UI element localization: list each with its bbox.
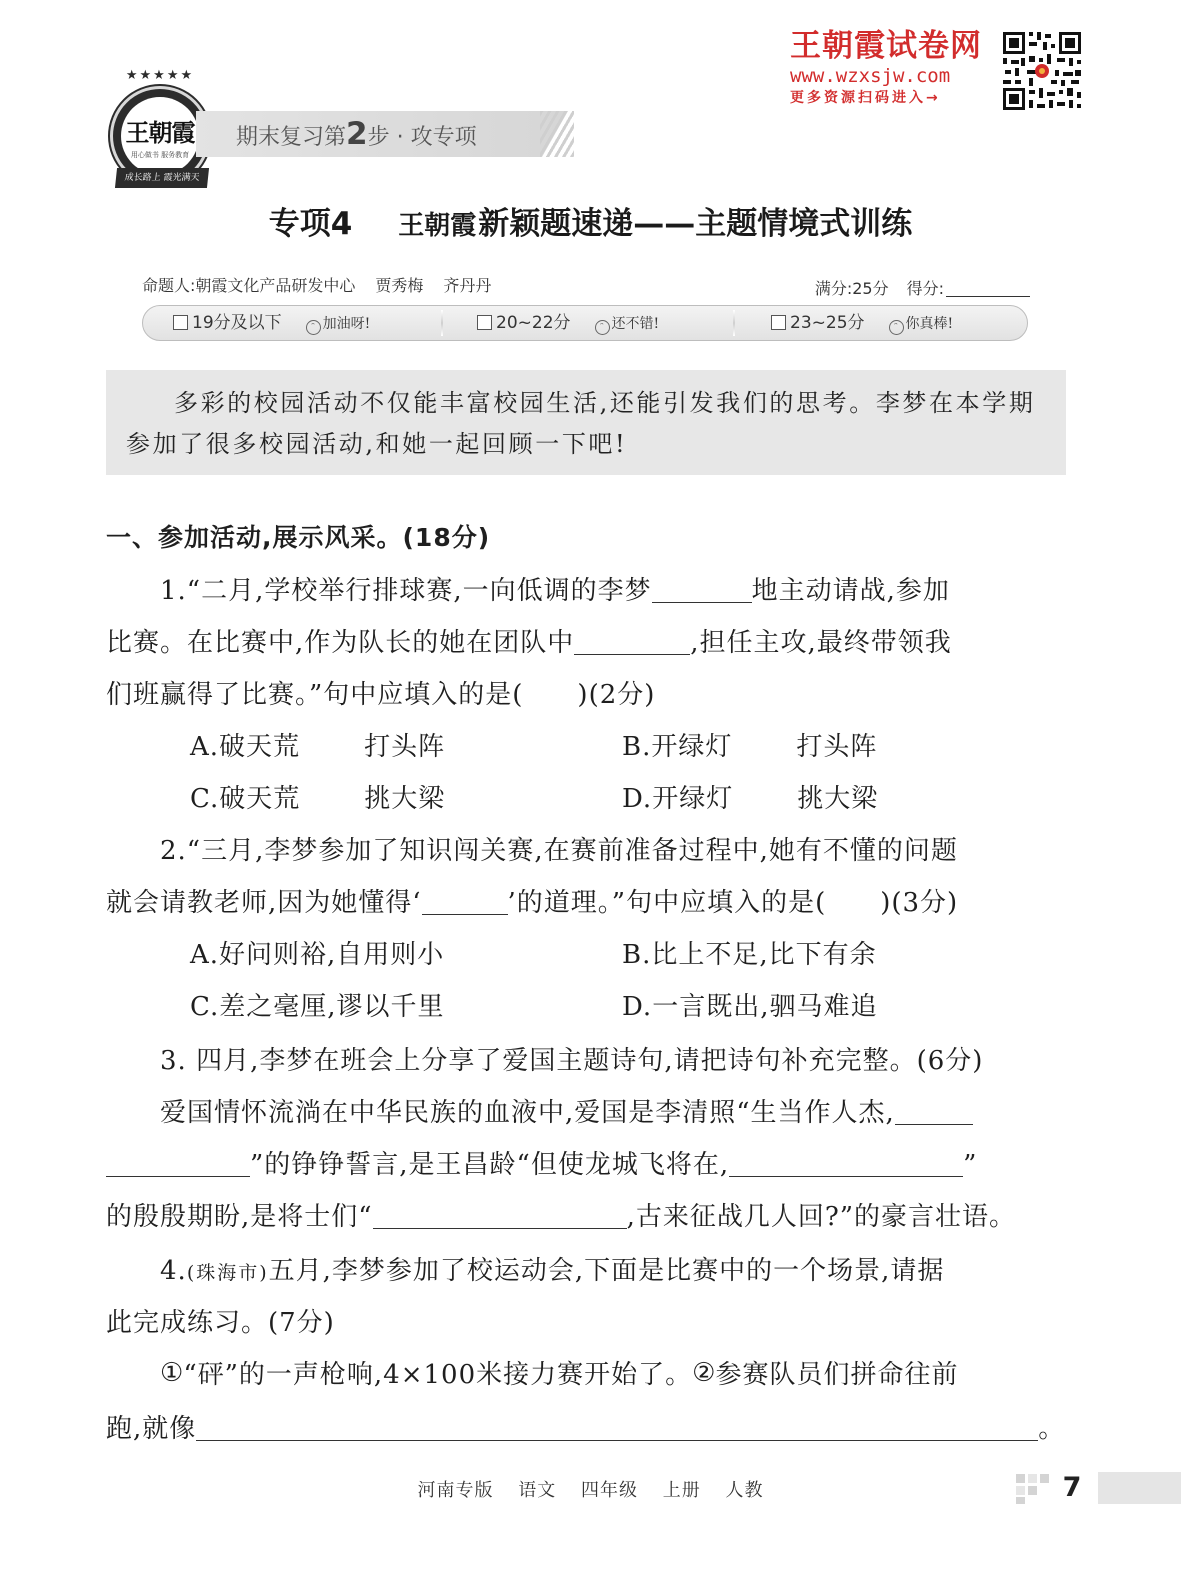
q4-city-source: (珠海市) [186, 1262, 269, 1284]
q3-text: ”的铮铮誓言,是王昌龄“但使龙城飞将在, [250, 1150, 730, 1180]
q3-line-3 [106, 1144, 977, 1181]
option-text: 比上不足,比下有余 [651, 940, 877, 970]
q4-text: 跑,就像 [106, 1414, 197, 1444]
q3-text: ,古来征战几人回?”的豪言壮语。 [626, 1202, 1017, 1232]
q2-option-c[interactable] [190, 986, 445, 1023]
option-word: 挑大梁 [364, 784, 446, 814]
option-text: 差之毫厘,谬以千里 [219, 992, 445, 1022]
qr-code-icon[interactable] [1001, 30, 1083, 112]
logo-ribbon: 成长路上 霞光满天 [115, 168, 209, 188]
self-evaluation-bar [142, 305, 1028, 341]
q2-line-2 [106, 882, 958, 919]
score-range: 23~25分 [790, 313, 865, 333]
q1-option-a[interactable] [190, 726, 445, 763]
logo-inner [121, 97, 199, 175]
q3-text: ” [963, 1150, 978, 1180]
option-letter: C. [190, 992, 220, 1022]
logo-motto: 用心做书 服务教育 [130, 150, 190, 159]
footer-grade: 四年级 [581, 1480, 638, 1501]
q4-sentence-1: “砰”的一声枪响,4×100米接力赛开始了。 [183, 1360, 693, 1390]
score-range: 20~22分 [496, 313, 571, 333]
divider [441, 310, 443, 336]
q4-number: 4. [160, 1256, 187, 1286]
q3-line-2 [160, 1092, 973, 1129]
q1-option-d[interactable] [622, 778, 878, 815]
step-banner-stripes [540, 111, 574, 157]
q4-text: 。 [1038, 1414, 1066, 1444]
option-word: 开绿灯 [652, 784, 734, 814]
divider [733, 310, 735, 336]
smiley-face-icon: ᵔ [306, 320, 321, 335]
footer-edition: 河南专版 [417, 1480, 494, 1501]
meta-row [142, 273, 1030, 297]
q1-line-3: 们班赢得了比赛。”句中应填入的是( )(2分) [106, 680, 656, 710]
site-brand[interactable] [790, 28, 1000, 108]
option-word: 开绿灯 [651, 732, 733, 762]
option-letter: B. [622, 732, 652, 762]
q3-text: 的殷殷期盼,是将士们“ [106, 1202, 373, 1232]
option-word: 破天荒 [219, 784, 301, 814]
option-word: 打头阵 [364, 732, 446, 762]
author-label: 命题人:朝霞文化产品研发中心 [142, 276, 356, 295]
q4-line-4 [106, 1408, 1065, 1445]
site-title: 王朝霞试卷网 [790, 28, 982, 64]
page-footer [0, 1476, 1181, 1502]
q1-option-c[interactable] [190, 778, 445, 815]
page-number: 7 [1062, 1472, 1082, 1503]
q4-text: 五月,李梦参加了校运动会,下面是比赛中的一个场景,请据 [268, 1256, 945, 1286]
option-text: 好问则裕,自用则小 [219, 940, 445, 970]
title-brand: 王朝霞 [398, 211, 477, 241]
footer-volume: 上册 [662, 1480, 701, 1501]
cheer-text: 你真棒! [905, 316, 954, 332]
q2-option-b[interactable] [622, 934, 877, 971]
q2-option-a[interactable] [190, 934, 444, 971]
q2-option-d[interactable] [622, 986, 877, 1023]
q1-line-1 [160, 570, 950, 607]
checkbox[interactable] [477, 315, 492, 330]
q4-passage-line-1 [160, 1354, 958, 1391]
site-url[interactable]: www.wzxsjw.com [790, 65, 951, 87]
q3-blank-1b[interactable] [106, 1153, 250, 1177]
q3-blank-1a[interactable] [895, 1101, 973, 1125]
sentence-marker-1: ① [160, 1358, 184, 1388]
option-word: 破天荒 [219, 732, 301, 762]
q1-text: 1.“二月,学校举行排球赛,一向低调的李梦 [160, 576, 652, 606]
page-title [0, 198, 1181, 243]
cheer-text: 还不错! [611, 316, 660, 332]
q1-text: 地主动请战,参加 [751, 576, 950, 606]
score-label: 得分: [906, 279, 944, 298]
smiley-face-icon: ᵔ [889, 320, 904, 335]
option-word: 挑大梁 [797, 784, 879, 814]
q1-text: ,担任主攻,最终带领我 [690, 628, 952, 658]
option-letter: B. [622, 940, 652, 970]
step-suffix: 步 · 攻专项 [367, 125, 477, 150]
page-corner-decoration-icon [1016, 1474, 1050, 1504]
logo-name: 王朝霞 [125, 117, 195, 147]
q1-line-2 [106, 622, 952, 659]
q2-line-1: 2.“三月,李梦参加了知识闯关赛,在赛前准备过程中,她有不懂的问题 [160, 836, 958, 866]
author-2: 齐丹丹 [443, 276, 492, 295]
footer-subject: 语文 [518, 1480, 557, 1501]
q1-option-b[interactable] [622, 726, 877, 763]
q1-blank-1[interactable] [652, 579, 752, 603]
q2-text: ’的道理。”句中应填入的是( )(3分) [507, 888, 959, 918]
checkbox[interactable] [173, 315, 188, 330]
title-text: 新颖题速递——主题情境式训练 [478, 206, 913, 242]
q4-line-1 [160, 1250, 944, 1287]
q4-blank[interactable] [196, 1417, 1038, 1441]
q4-sentence-2: 参赛队员们拼命往前 [715, 1360, 959, 1390]
option-letter: C. [190, 784, 220, 814]
q3-line-1: 3. 四月,李梦在班会上分享了爱国主题诗句,请把诗句补充完整。(6分) [160, 1046, 984, 1076]
full-score: 满分:25分 [814, 279, 889, 298]
option-letter: A. [190, 940, 220, 970]
cheer-text: 加油呀! [322, 316, 371, 332]
q2-blank[interactable] [422, 891, 508, 915]
option-text: 一言既出,驷马难追 [652, 992, 878, 1022]
score-info [815, 273, 1030, 299]
topic-number: 专项4 [268, 206, 353, 242]
q1-text: 比赛。在比赛中,作为队长的她在团队中 [106, 628, 575, 658]
step-banner-text [236, 114, 477, 154]
option-letter: D. [622, 992, 653, 1022]
logo-stars: ★★★★★ [125, 68, 195, 83]
sentence-marker-2: ② [692, 1358, 716, 1388]
score-level-3[interactable] [771, 306, 953, 340]
score-level-1[interactable] [173, 306, 370, 340]
q3-text: 爱国情怀流淌在中华民族的血液中,爱国是李清照“生当作人杰, [160, 1098, 895, 1128]
author-info [142, 273, 511, 296]
option-word: 打头阵 [796, 732, 878, 762]
page-number-strip [1098, 1472, 1181, 1504]
score-range: 19分及以下 [192, 313, 282, 333]
site-scan-hint: 更多资源扫码进入→ [790, 90, 941, 106]
step-number: 2 [346, 116, 368, 152]
q2-text: 就会请教老师,因为她懂得‘ [106, 888, 422, 918]
score-blank[interactable] [946, 273, 1030, 297]
q3-blank-2[interactable] [729, 1153, 963, 1177]
q3-blank-3[interactable] [373, 1205, 627, 1229]
q3-line-4 [106, 1196, 1016, 1233]
step-prefix: 期末复习第 [236, 125, 347, 150]
q1-blank-2[interactable] [574, 631, 690, 655]
checkbox[interactable] [771, 315, 786, 330]
score-level-2[interactable] [477, 306, 659, 340]
q4-line-2: 此完成练习。(7分) [106, 1308, 335, 1338]
smiley-face-icon: ᵔ [595, 320, 610, 335]
author-1: 贾秀梅 [375, 276, 424, 295]
footer-publisher: 人教 [725, 1480, 764, 1501]
intro-passage: 多彩的校园活动不仅能丰富校园生活,还能引发我们的思考。李梦在本学期参加了很多校园活动,和她一起回顾一下吧! [106, 370, 1066, 475]
option-letter: D. [622, 784, 653, 814]
section-heading: 一、参加活动,展示风采。(18分) [106, 523, 491, 552]
option-letter: A. [190, 732, 220, 762]
